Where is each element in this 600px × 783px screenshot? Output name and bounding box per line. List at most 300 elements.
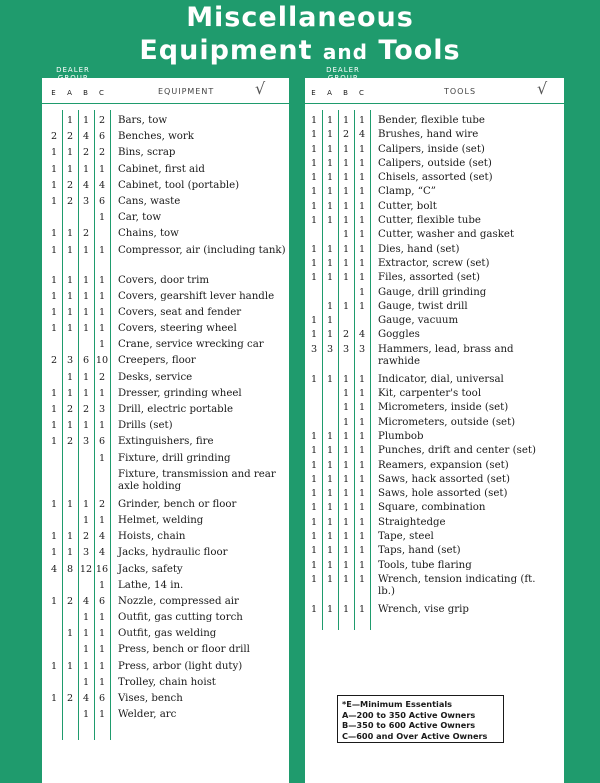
qty-b: 1 [82,644,90,656]
qty-e: 1 [50,274,58,286]
qty-b: 1 [342,115,350,126]
qty-a: 1 [326,329,334,341]
qty-b: 1 [342,157,350,169]
qty-c: 1 [358,430,366,442]
qty-b: 3 [82,547,90,559]
qty-e: 1 [310,473,318,485]
qty-b: 4 [82,179,90,191]
qty-c: 4 [358,329,366,341]
qty-c: 1 [358,388,366,400]
qty-c: 1 [358,603,366,615]
qty-e: 1 [50,163,58,175]
qty-a: 1 [326,445,334,457]
qty-e: 1 [310,459,318,471]
qty-a: 1 [66,323,74,335]
qty-c: 2 [98,371,106,383]
qty-e: 1 [310,488,318,500]
qty-b: 1 [82,306,90,318]
qty-b: 1 [342,229,350,241]
qty-a: 1 [326,257,334,269]
qty-b: 1 [82,514,90,526]
qty-e: 1 [310,272,318,284]
qty-c: 1 [98,420,106,432]
qty-b: 2 [342,129,350,141]
qty-e: 1 [50,244,58,256]
center-green-strip [289,78,305,783]
item-name: Straightedge [378,516,446,528]
qty-b: 1 [82,323,90,335]
item-name: Clamp, “C” [378,186,436,198]
qty-c: 1 [98,274,106,286]
qty-e: 1 [50,323,58,335]
qty-c: 1 [358,272,366,284]
qty-a: 1 [326,516,334,528]
item-name: Chains, tow [118,228,179,240]
qty-c: 1 [358,573,366,585]
qty-a: 1 [326,502,334,514]
column-rule [370,110,371,630]
qty-a: 1 [326,315,334,327]
item-name: Cutter, flexible tube [378,215,481,227]
item-name: Dies, hand (set) [378,243,460,255]
dealer-group-label-right: DEALER [326,66,360,74]
qty-e: 1 [50,306,58,318]
qty-a: 2 [66,436,74,448]
qty-e: 1 [50,147,58,159]
item-name: Gauge, twist drill [378,300,468,312]
qty-b: 1 [342,573,350,585]
qty-b: 1 [342,473,350,485]
qty-b: 1 [342,531,350,543]
qty-c: 4 [98,531,106,543]
qty-e: 1 [310,531,318,543]
qty-a: 3 [326,343,334,355]
qty-b: 1 [342,200,350,212]
qty-a: 1 [326,559,334,571]
qty-b: 1 [82,612,90,624]
qty-c: 1 [358,200,366,212]
qty-c: 3 [358,343,366,355]
item-name: Saws, hack assorted (set) [378,473,510,485]
qty-b: 1 [82,709,90,721]
qty-c: 1 [98,163,106,175]
qty-c: 1 [98,323,106,335]
qty-a: 1 [326,243,334,255]
qty-c: 6 [98,131,106,143]
qty-a: 1 [326,459,334,471]
qty-a: 2 [66,404,74,415]
letter-a: A [327,89,333,97]
legend-line-c: C—600 and Over Active Owners [342,730,488,741]
qty-c: 1 [358,559,366,571]
qty-c: 1 [98,676,106,688]
qty-c: 1 [98,290,106,302]
item-name: Cutter, washer and gasket [378,229,515,241]
qty-b: 1 [342,388,350,400]
item-name: Crane, service wrecking car [118,339,264,351]
item-name: Press, arbor (light duty) [118,660,243,672]
qty-a: 1 [66,547,74,559]
qty-c: 1 [98,628,106,640]
letter-e: E [311,89,317,97]
qty-b: 2 [82,228,90,240]
left-green-strip [36,78,42,783]
qty-b: 4 [82,693,90,704]
qty-b: 1 [82,387,90,399]
item-name: Files, assorted (set) [378,272,481,284]
qty-b: 2 [82,404,90,415]
qty-a: 1 [66,290,74,302]
qty-c: 2 [98,147,106,159]
qty-c: 1 [98,452,106,464]
qty-e: 1 [50,498,58,510]
qty-a: 1 [326,300,334,312]
qty-a: 1 [66,115,74,126]
qty-a: 1 [66,420,74,432]
qty-c: 1 [358,545,366,557]
item-name: Covers, gearshift lever handle [118,290,275,302]
qty-a: 1 [66,244,74,256]
qty-b: 1 [342,445,350,457]
qty-e: 1 [310,215,318,227]
qty-a: 1 [326,430,334,442]
letter-b: B [343,89,349,97]
item-name: Benches, work [118,131,194,143]
qty-e: 4 [50,563,58,575]
qty-e: 1 [310,516,318,528]
qty-c: 4 [98,547,106,559]
item-name: Square, combination [378,502,486,514]
tools-column-header: TOOLS [444,87,477,96]
qty-e: 1 [310,373,318,385]
item-name: Bars, tow [118,115,168,126]
item-name: Drills (set) [118,420,173,432]
item-name: Covers, seat and fender [118,306,242,318]
qty-c: 1 [98,212,106,224]
qty-c: 1 [358,445,366,457]
qty-c: 1 [98,709,106,721]
item-name: Cabinet, tool (portable) [118,179,240,191]
qty-c: 2 [98,498,106,510]
qty-a: 1 [66,498,74,510]
qty-e: 1 [50,387,58,399]
qty-b: 1 [342,243,350,255]
qty-b: 1 [342,272,350,284]
item-name: Chisels, assorted (set) [378,172,493,184]
item-name: Wrench, tension indicating (ft. lb.) [378,573,536,597]
qty-a: 1 [326,172,334,184]
item-name: Indicator, dial, universal [378,373,504,385]
item-name: Jacks, hydraulic floor [118,547,228,559]
qty-a: 1 [326,186,334,198]
qty-b: 1 [82,115,90,126]
letter-a: A [67,89,73,97]
qty-a: 1 [66,163,74,175]
letter-e: E [51,89,57,97]
qty-b: 1 [342,488,350,500]
qty-a: 1 [326,129,334,141]
qty-c: 6 [98,595,106,607]
item-name: Hoists, chain [118,531,186,543]
qty-a: 1 [66,531,74,543]
qty-b: 1 [82,420,90,432]
item-name: Vises, bench [118,693,183,704]
qty-c: 3 [98,404,106,415]
qty-c: 1 [98,660,106,672]
qty-a: 2 [66,195,74,207]
item-name: Plumbob [378,430,424,442]
item-name: Compressor, air (including tank) [118,244,286,256]
qty-a: 1 [326,573,334,585]
item-name: Fixture, transmission and rear axle holding [118,468,276,492]
qty-c: 1 [358,172,366,184]
item-name: Bins, scrap [118,147,176,159]
item-name: Outfit, gas cutting torch [118,612,243,624]
qty-c: 1 [98,514,106,526]
item-name: Fixture, drill grinding [118,452,231,464]
item-name: Lathe, 14 in. [118,579,184,591]
qty-c: 1 [358,516,366,528]
qty-a: 1 [326,545,334,557]
qty-b: 1 [342,459,350,471]
qty-c: 6 [98,693,106,704]
qty-b: 1 [342,215,350,227]
qty-a: 1 [326,603,334,615]
qty-b: 1 [82,628,90,640]
qty-e: 1 [50,290,58,302]
qty-b: 1 [342,430,350,442]
qty-b: 1 [342,603,350,615]
qty-e: 1 [50,547,58,559]
qty-a: 1 [326,488,334,500]
item-name: Jacks, safety [118,563,183,575]
qty-b: 1 [342,172,350,184]
qty-c: 1 [358,286,366,298]
qty-c: 1 [358,157,366,169]
item-name: Drill, electric portable [118,404,233,415]
qty-b: 1 [342,143,350,155]
title-tools: Tools [378,35,461,66]
item-name: Tools, tube flaring [378,559,472,571]
dealer-group-label-left: DEALER [56,66,90,74]
qty-c: 1 [98,387,106,399]
qty-c: 1 [358,473,366,485]
qty-c: 16 [95,563,109,575]
qty-a: 2 [66,131,74,143]
qty-b: 1 [342,559,350,571]
qty-b: 1 [342,416,350,428]
letter-c: C [359,89,365,97]
qty-a: 1 [66,387,74,399]
qty-a: 1 [66,660,74,672]
qty-e: 1 [310,129,318,141]
qty-a: 2 [66,179,74,191]
qty-e: 1 [310,243,318,255]
item-name: Cans, waste [118,195,181,207]
qty-c: 1 [358,115,366,126]
qty-e: 1 [50,660,58,672]
header-rule [305,103,564,104]
item-name: Bender, flexible tube [378,115,485,126]
qty-b: 1 [342,545,350,557]
qty-c: 1 [358,143,366,155]
qty-c: 4 [358,129,366,141]
qty-e: 1 [310,559,318,571]
qty-a: 1 [66,147,74,159]
column-rule [110,110,111,740]
qty-a: 1 [326,200,334,212]
qty-a: 1 [326,115,334,126]
item-name: Extractor, screw (set) [378,257,490,269]
qty-a: 1 [66,274,74,286]
letter-b: B [83,89,89,97]
page-title-line1: Miscellaneous [186,2,414,33]
qty-c: 1 [358,300,366,312]
qty-b: 1 [82,371,90,383]
qty-e: 1 [310,573,318,585]
qty-c: 10 [95,355,109,367]
page-title-line2 [0,35,600,66]
qty-e: 1 [310,315,318,327]
item-name: Goggles [378,329,420,341]
qty-b: 4 [82,131,90,143]
qty-a: 1 [66,306,74,318]
qty-e: 1 [310,200,318,212]
qty-b: 3 [82,195,90,207]
qty-a: 1 [326,157,334,169]
qty-e: 2 [50,355,58,367]
item-name: Taps, hand (set) [378,545,461,557]
qty-a: 2 [66,595,74,607]
qty-b: 1 [342,186,350,198]
qty-b: 2 [82,531,90,543]
title-equipment: Equipment [139,35,313,66]
item-name: Calipers, inside (set) [378,143,485,155]
item-name: Calipers, outside (set) [378,157,492,169]
qty-e: 1 [50,228,58,240]
qty-a: 1 [66,228,74,240]
item-name: Brushes, hand wire [378,129,479,141]
qty-c: 1 [358,186,366,198]
qty-e: 1 [50,420,58,432]
header-rule [42,103,289,104]
qty-b: 12 [79,563,93,575]
qty-a: 1 [66,371,74,383]
qty-c: 1 [358,416,366,428]
qty-c: 1 [358,257,366,269]
qty-a: 1 [326,272,334,284]
qty-e: 1 [310,545,318,557]
item-name: Desks, service [118,371,193,383]
qty-e: 1 [310,430,318,442]
item-name: Trolley, chain hoist [118,676,216,688]
qty-a: 1 [326,143,334,155]
qty-b: 1 [82,163,90,175]
qty-b: 1 [342,373,350,385]
qty-c: 1 [358,488,366,500]
item-name: Micrometers, inside (set) [378,402,509,414]
qty-b: 1 [342,257,350,269]
item-name: Tape, steel [378,531,434,543]
qty-b: 1 [342,502,350,514]
item-name: Micrometers, outside (set) [378,416,516,428]
qty-e: 1 [310,172,318,184]
item-name: Punches, drift and center (set) [378,445,536,457]
qty-a: 2 [66,693,74,704]
qty-b: 1 [342,300,350,312]
item-name: Outfit, gas welding [118,628,217,640]
qty-e: 1 [310,603,318,615]
letter-c: C [99,89,105,97]
qty-b: 1 [82,660,90,672]
item-name: Gauge, drill grinding [378,286,487,298]
item-name: Helmet, welding [118,514,204,526]
qty-e: 1 [50,404,58,415]
qty-e: 1 [50,179,58,191]
qty-b: 3 [342,343,350,355]
legend-line-a: A—200 to 350 Active Owners [342,709,476,720]
item-name: Hammers, lead, brass and rawhide [378,343,514,367]
check-mark-left: √ [255,79,266,98]
qty-e: 1 [310,329,318,341]
qty-e: 1 [50,195,58,207]
qty-c: 1 [98,644,106,656]
qty-e: 1 [310,186,318,198]
qty-e: 1 [310,445,318,457]
qty-c: 1 [358,402,366,414]
legend-box [337,695,504,743]
qty-b: 6 [82,355,90,367]
equipment-column-header: EQUIPMENT [158,87,215,96]
item-name: Cutter, bolt [378,200,437,212]
title-and: and [322,40,368,64]
qty-e: 1 [50,531,58,543]
qty-e: 2 [50,131,58,143]
item-name: Kit, carpenter's tool [378,388,482,400]
legend-line-b: B—350 to 600 Active Owners [342,720,476,730]
qty-b: 1 [82,244,90,256]
qty-e: 1 [310,143,318,155]
item-name: Welder, arc [118,709,177,721]
legend-line-e: *E—Minimum Essentials [342,699,453,709]
item-name: Wrench, vise grip [378,603,469,615]
qty-c: 1 [98,612,106,624]
qty-b: 1 [342,402,350,414]
item-name: Nozzle, compressed air [118,595,239,607]
qty-a: 1 [326,373,334,385]
qty-c: 2 [98,115,106,126]
qty-b: 1 [82,274,90,286]
qty-c: 1 [358,243,366,255]
item-name: Covers, door trim [118,274,210,286]
qty-b: 4 [82,595,90,607]
qty-b: 1 [82,498,90,510]
qty-b: 2 [82,147,90,159]
item-name: Creepers, floor [118,355,196,367]
qty-b: 3 [82,436,90,448]
item-name: Dresser, grinding wheel [118,387,242,399]
qty-c: 1 [98,306,106,318]
qty-c: 1 [358,459,366,471]
qty-a: 1 [326,215,334,227]
qty-a: 1 [326,531,334,543]
qty-c: 1 [358,373,366,385]
qty-b: 1 [342,516,350,528]
item-name: Gauge, vacuum [378,315,459,327]
qty-e: 1 [310,157,318,169]
item-name: Reamers, expansion (set) [378,459,509,471]
qty-c: 6 [98,195,106,207]
